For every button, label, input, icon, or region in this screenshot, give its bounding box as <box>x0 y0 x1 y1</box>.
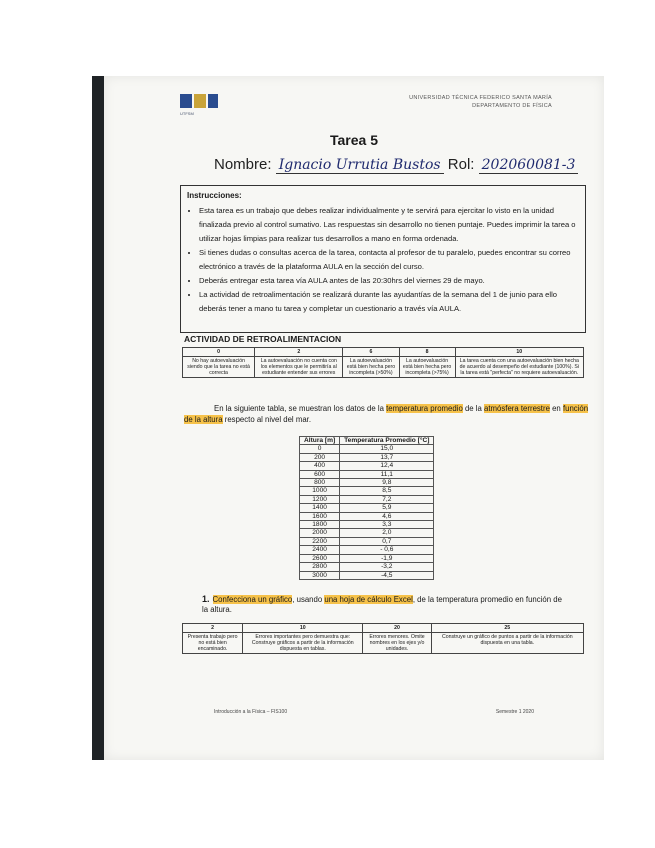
temperatura-cell: 8,5 <box>340 487 434 495</box>
altura-cell: 2000 <box>300 529 340 537</box>
instructions-box <box>180 185 586 333</box>
temperatura-cell: 15,0 <box>340 445 434 453</box>
department-name: DEPARTAMENTO DE FÍSICA <box>472 103 552 109</box>
highlight: función de la altura <box>184 404 589 424</box>
footer-semester: Semestre 1 2020 <box>495 709 534 715</box>
table-row <box>300 512 434 520</box>
temperatura-cell: 3,3 <box>340 521 434 529</box>
retro-cell: La autoevaluación está bien hecha pero incompleta (>50%) <box>343 357 399 378</box>
rubric-header: 25 <box>431 624 583 633</box>
altura-cell: 2200 <box>300 537 340 545</box>
retro-header: 8 <box>399 348 455 357</box>
altura-cell: 600 <box>300 470 340 478</box>
footer-course: Introducción a la Física – FIS100 <box>214 709 288 715</box>
retro-header: 10 <box>455 348 583 357</box>
name-row <box>214 156 578 173</box>
retro-cell: La autoevaluación está bien hecha pero incompleta (>75%) <box>399 357 455 378</box>
altura-cell: 2400 <box>300 546 340 554</box>
temperatura-cell: -4,5 <box>340 571 434 579</box>
rol-label: Rol: <box>447 156 475 173</box>
university-header <box>409 94 552 110</box>
rubric-cell: Construye un gráfico de puntos a partir de la información dispuesta en una tabla. <box>431 633 583 654</box>
rubric-header: 2 <box>183 624 243 633</box>
retro-cell: La tarea cuenta con una autoevaluación bien hecha de acuerdo al desempeño del estudiante (100%). Si la tarea está "perfecta" no requiere autoevaluación. <box>455 357 583 378</box>
temperatura-cell: 7,2 <box>340 495 434 503</box>
temperatura-cell: -1,9 <box>340 554 434 562</box>
question-rubric-table <box>182 623 584 654</box>
retro-header: 6 <box>343 348 399 357</box>
temperatura-cell: -3,2 <box>340 563 434 571</box>
temperatura-cell: - 0,6 <box>340 546 434 554</box>
retro-cell: No hay autoevaluación siendo que la tarea no está correcta <box>183 357 255 378</box>
question-1: 1. Confecciona un gráfico, usando una hoja de cálculo Excel, de la temperatura promedio en función de la altura. <box>202 594 562 614</box>
altura-cell: 1600 <box>300 512 340 520</box>
retro-title: ACTIVIDAD DE RETROALIMENTACION <box>184 334 342 344</box>
intro-paragraph: En la siguiente tabla, se muestran los datos de la temperatura promedio de la atmósfera terrestre en función de la altura respecto al nivel del mar. <box>184 404 589 424</box>
column-header-altura: Altura [m] <box>300 437 340 445</box>
temperatura-cell: 13,7 <box>340 453 434 461</box>
table-row <box>300 453 434 461</box>
table-row <box>300 479 434 487</box>
table-row <box>300 470 434 478</box>
instruction-item: • La actividad de retroalimentación se realizará durante las ayudantías de la semana del 1 de junio para ello deberás tener a mano tu tarea y completar un cuestionario a través vía AULA. <box>199 288 579 316</box>
temperatura-cell: 9,8 <box>340 479 434 487</box>
question-number: 1. <box>202 594 210 604</box>
altura-cell: 1400 <box>300 504 340 512</box>
altura-cell: 3000 <box>300 571 340 579</box>
rubric-header: 10 <box>243 624 363 633</box>
altura-cell: 1800 <box>300 521 340 529</box>
altura-cell: 1200 <box>300 495 340 503</box>
retro-cell: La autoevaluación no cuenta con los elementos que le permitiría al estudiante entender sus errores <box>255 357 343 378</box>
highlight: Confecciona un gráfico <box>212 595 293 604</box>
table-row <box>300 563 434 571</box>
table-row <box>300 554 434 562</box>
altura-cell: 0 <box>300 445 340 453</box>
rubric-cell: Presenta trabajo pero no está bien encaminado. <box>183 633 243 654</box>
altura-cell: 800 <box>300 479 340 487</box>
altura-cell: 200 <box>300 453 340 461</box>
logo-caption: UTFSM <box>180 111 194 116</box>
table-row <box>300 571 434 579</box>
temperatura-cell: 4,6 <box>340 512 434 520</box>
student-name: Ignacio Urrutia Bustos <box>276 157 444 174</box>
rubric-header: 20 <box>363 624 431 633</box>
temperatura-cell: 12,4 <box>340 462 434 470</box>
altura-cell: 2800 <box>300 563 340 571</box>
table-row <box>300 546 434 554</box>
university-name: UNIVERSIDAD TÉCNICA FEDERICO SANTA MARÍA <box>409 95 552 101</box>
table-row <box>300 495 434 503</box>
temperatura-cell: 5,9 <box>340 504 434 512</box>
temperature-table <box>299 436 434 580</box>
temperatura-cell: 2,0 <box>340 529 434 537</box>
table-row <box>300 521 434 529</box>
table-row <box>300 504 434 512</box>
column-header-temperatura: Temperatura Promedio [°C] <box>340 437 434 445</box>
table-row <box>300 529 434 537</box>
retro-header: 0 <box>183 348 255 357</box>
highlight: una hoja de cálculo Excel <box>324 595 413 604</box>
university-logo <box>180 94 218 120</box>
page-title: Tarea 5 <box>330 132 378 148</box>
rubric-cell: Errores importantes pero demuestra que: Construye gráficos a partir de la información dispuesta en tablas. <box>243 633 363 654</box>
instruction-item: • Esta tarea es un trabajo que debes realizar individualmente y te servirá para ejercitar lo visto en la unidad finalizada previo al control sumativo. Las respuestas sin desarrollo no tienen puntaje. Puedes imprimir la tarea o utilizar hojas limpias para realizar tus desarrollos a mano en forma ordenada. <box>199 204 579 246</box>
instructions-heading: Instrucciones: <box>187 191 242 200</box>
name-label: Nombre: <box>214 156 272 173</box>
temperatura-cell: 11,1 <box>340 470 434 478</box>
retro-header: 2 <box>255 348 343 357</box>
altura-cell: 2600 <box>300 554 340 562</box>
retro-rubric-table <box>182 347 584 378</box>
instruction-item: • Si tienes dudas o consultas acerca de la tarea, contacta al profesor de tu paralelo, puedes encontrar su correo electrónico a través de la plataforma AULA en la sección del curso. <box>199 246 579 274</box>
highlight: temperatura promedio <box>386 404 463 413</box>
altura-cell: 1000 <box>300 487 340 495</box>
instruction-item: • Deberás entregar esta tarea vía AULA antes de las 20:30hrs del viernes 29 de mayo. <box>199 274 579 288</box>
student-rol: 202060081-3 <box>479 157 579 174</box>
document-page <box>104 76 604 760</box>
table-row <box>300 462 434 470</box>
table-row <box>300 445 434 453</box>
rubric-cell: Errores menores. Omite nombres en los ejes y/o unidades. <box>363 633 431 654</box>
altura-cell: 400 <box>300 462 340 470</box>
table-row <box>300 537 434 545</box>
highlight: atmósfera terrestre <box>484 404 550 413</box>
temperatura-cell: 0,7 <box>340 537 434 545</box>
table-row <box>300 487 434 495</box>
